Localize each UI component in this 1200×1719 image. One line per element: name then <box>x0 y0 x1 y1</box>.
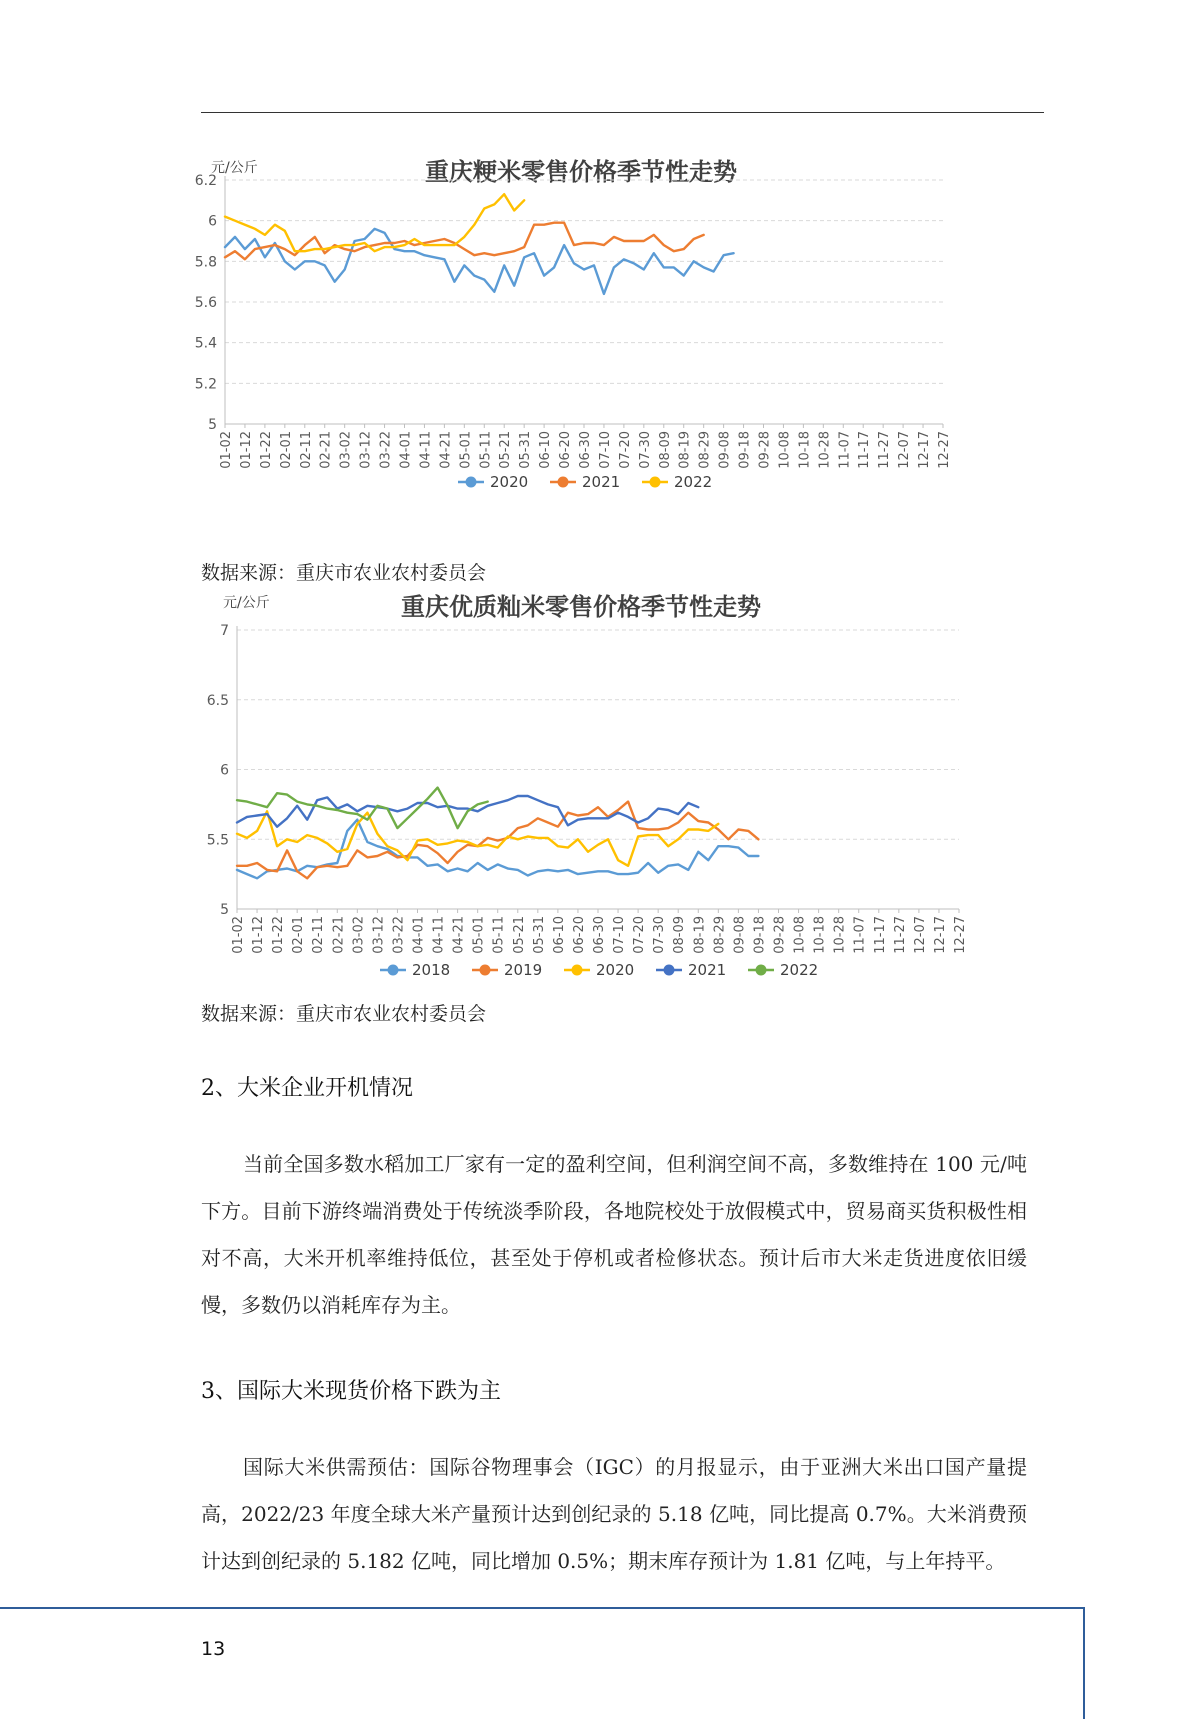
x-tick-label: 12-07 <box>912 916 928 954</box>
x-tick-label: 12-27 <box>953 916 968 954</box>
legend-label: 2018 <box>412 961 451 979</box>
section-3-heading: 3、国际大米现货价格下跌为主 <box>201 1379 501 1404</box>
y-axis-unit: 元/公斤 <box>223 595 270 611</box>
x-tick-label: 05-11 <box>491 916 507 954</box>
chart-title: 重庆粳米零售价格季节性走势 <box>425 158 737 186</box>
legend-marker <box>480 965 491 976</box>
x-tick-label: 07-20 <box>632 916 648 954</box>
y-tick-label: 5 <box>208 417 217 433</box>
y-tick-label: 6 <box>208 213 217 230</box>
x-tick-label: 12-17 <box>917 431 933 469</box>
x-tick-label: 11-27 <box>877 431 893 469</box>
x-tick-label: 10-18 <box>812 916 828 954</box>
legend-label: 2019 <box>504 961 543 979</box>
x-tick-label: 04-21 <box>438 431 454 469</box>
x-tick-label: 12-27 <box>937 431 952 469</box>
x-tick-label: 05-31 <box>531 916 547 954</box>
legend-label: 2022 <box>780 961 819 979</box>
page-number: 13 <box>201 1638 226 1660</box>
x-tick-label: 09-28 <box>772 916 788 954</box>
legend-label: 2022 <box>674 473 713 491</box>
x-tick-label: 09-18 <box>752 916 768 954</box>
chart1-source: 数据来源：重庆市农业农村委员会 <box>201 562 487 584</box>
x-tick-label: 01-12 <box>251 916 267 954</box>
x-tick-label: 05-01 <box>458 431 474 469</box>
header-rule <box>201 112 1044 113</box>
y-tick-label: 6.5 <box>206 692 229 709</box>
legend-marker <box>650 477 661 488</box>
y-tick-label: 6 <box>220 762 229 779</box>
y-tick-label: 5.8 <box>194 254 217 271</box>
x-tick-label: 07-20 <box>617 431 633 469</box>
x-tick-label: 07-10 <box>597 431 613 469</box>
x-tick-label: 09-28 <box>757 431 773 469</box>
series-line-2022 <box>225 194 524 251</box>
x-tick-label: 04-01 <box>398 431 414 469</box>
x-tick-label: 02-11 <box>311 916 327 954</box>
x-tick-label: 10-28 <box>817 431 833 469</box>
x-tick-label: 09-08 <box>732 916 748 954</box>
x-tick-label: 11-17 <box>857 431 873 469</box>
legend-label: 2020 <box>490 473 529 491</box>
x-tick-label: 08-09 <box>657 431 673 469</box>
chart2-source: 数据来源：重庆市农业农村委员会 <box>201 1003 487 1025</box>
y-tick-label: 5.6 <box>194 295 217 311</box>
x-tick-label: 11-07 <box>852 916 868 954</box>
x-tick-label: 08-09 <box>672 916 688 954</box>
x-tick-label: 06-20 <box>571 916 587 954</box>
x-tick-label: 01-12 <box>238 431 254 469</box>
x-tick-label: 10-28 <box>832 916 848 954</box>
x-tick-label: 03-12 <box>358 431 374 469</box>
x-tick-label: 08-29 <box>712 916 728 954</box>
x-tick-label: 09-18 <box>737 431 753 469</box>
footer-frame <box>0 1607 1085 1719</box>
y-tick-label: 5.5 <box>206 832 229 849</box>
x-tick-label: 05-21 <box>511 916 527 954</box>
x-tick-label: 01-02 <box>219 431 234 469</box>
x-tick-label: 12-17 <box>932 916 948 954</box>
x-tick-label: 02-01 <box>291 916 307 954</box>
x-tick-label: 07-30 <box>637 431 653 469</box>
y-tick-label: 5.4 <box>194 335 217 352</box>
x-tick-label: 05-31 <box>518 431 534 469</box>
x-tick-label: 10-08 <box>777 431 793 469</box>
legend-marker <box>388 965 399 976</box>
legend-marker <box>558 477 569 488</box>
section-3-paragraph: 国际大米供需预估：国际谷物理事会（IGC）的月报显示，由于亚洲大米出口国产量提高，2022/23 年度全球大米产量预计达到创纪录的 5.18 亿吨，同比提高 0.7%。大米消费预计达到创纪录的 5.182 亿吨，同比增加 0.5%；期末库存预计为 1.81 亿吨，与上年持平。 <box>201 1455 1027 1573</box>
y-tick-label: 5.2 <box>194 376 217 393</box>
chart-title: 重庆优质籼米零售价格季节性走势 <box>401 593 761 621</box>
legend-label: 2021 <box>688 961 727 979</box>
legend-marker <box>756 965 767 976</box>
x-tick-label: 06-10 <box>538 431 554 469</box>
y-tick-label: 7 <box>220 623 229 639</box>
x-tick-label: 05-01 <box>471 916 487 954</box>
x-tick-label: 04-11 <box>431 916 447 954</box>
series-line-2021 <box>225 223 704 260</box>
x-tick-label: 12-07 <box>897 431 913 469</box>
x-tick-label: 11-17 <box>872 916 888 954</box>
x-tick-label: 10-08 <box>792 916 808 954</box>
x-tick-label: 02-11 <box>298 431 314 469</box>
x-tick-label: 11-07 <box>837 431 853 469</box>
x-tick-label: 08-29 <box>697 430 713 469</box>
x-tick-label: 10-18 <box>797 431 813 469</box>
japonica-price-chart <box>194 150 1044 550</box>
x-tick-label: 05-21 <box>498 431 514 469</box>
section-2-heading: 2、大米企业开机情况 <box>201 1076 413 1101</box>
x-tick-label: 03-22 <box>391 916 407 954</box>
indica-price-chart <box>201 585 1044 995</box>
legend-marker <box>572 965 583 976</box>
x-tick-label: 06-10 <box>551 916 567 954</box>
x-tick-label: 06-30 <box>578 431 593 469</box>
section-2-paragraph: 当前全国多数水稻加工厂家有一定的盈利空间，但利润空间不高，多数维持在 100 元/吨下方。目前下游终端消费处于传统淡季阶段，各地院校处于放假模式中，贸易商买货积极性相对不高，大米开机率维持低位，甚至处于停机或者检修状态。预计后市大米走货进度依旧缓慢，多数仍以消耗库存为主。 <box>201 1152 1027 1317</box>
x-tick-label: 03-12 <box>371 916 387 954</box>
x-tick-label: 07-30 <box>652 916 668 954</box>
legend-marker <box>664 965 675 976</box>
x-tick-label: 02-21 <box>331 916 347 954</box>
x-tick-label: 03-02 <box>338 431 354 469</box>
legend-label: 2021 <box>582 473 621 491</box>
x-tick-label: 09-08 <box>717 431 733 469</box>
x-tick-label: 04-11 <box>418 431 434 469</box>
y-axis-unit: 元/公斤 <box>211 160 258 176</box>
y-tick-label: 6.2 <box>194 173 217 189</box>
x-tick-label: 11-27 <box>892 916 908 954</box>
x-tick-label: 02-01 <box>278 431 294 469</box>
x-tick-label: 01-22 <box>258 431 274 469</box>
x-tick-label: 04-01 <box>411 916 427 954</box>
x-tick-label: 03-02 <box>351 916 367 954</box>
x-tick-label: 03-22 <box>378 431 394 469</box>
x-tick-label: 04-21 <box>451 916 467 954</box>
legend-marker <box>466 477 477 488</box>
x-tick-label: 06-30 <box>592 916 607 954</box>
y-tick-label: 5 <box>220 902 229 918</box>
x-tick-label: 05-11 <box>478 431 494 469</box>
x-tick-label: 06-20 <box>558 431 574 469</box>
x-tick-label: 01-22 <box>271 916 287 954</box>
x-tick-label: 08-19 <box>677 431 693 469</box>
legend-label: 2020 <box>596 961 635 979</box>
x-tick-label: 07-10 <box>612 916 628 954</box>
x-tick-label: 08-19 <box>692 916 708 954</box>
x-tick-label: 01-02 <box>231 916 246 954</box>
x-tick-label: 02-21 <box>318 431 334 469</box>
